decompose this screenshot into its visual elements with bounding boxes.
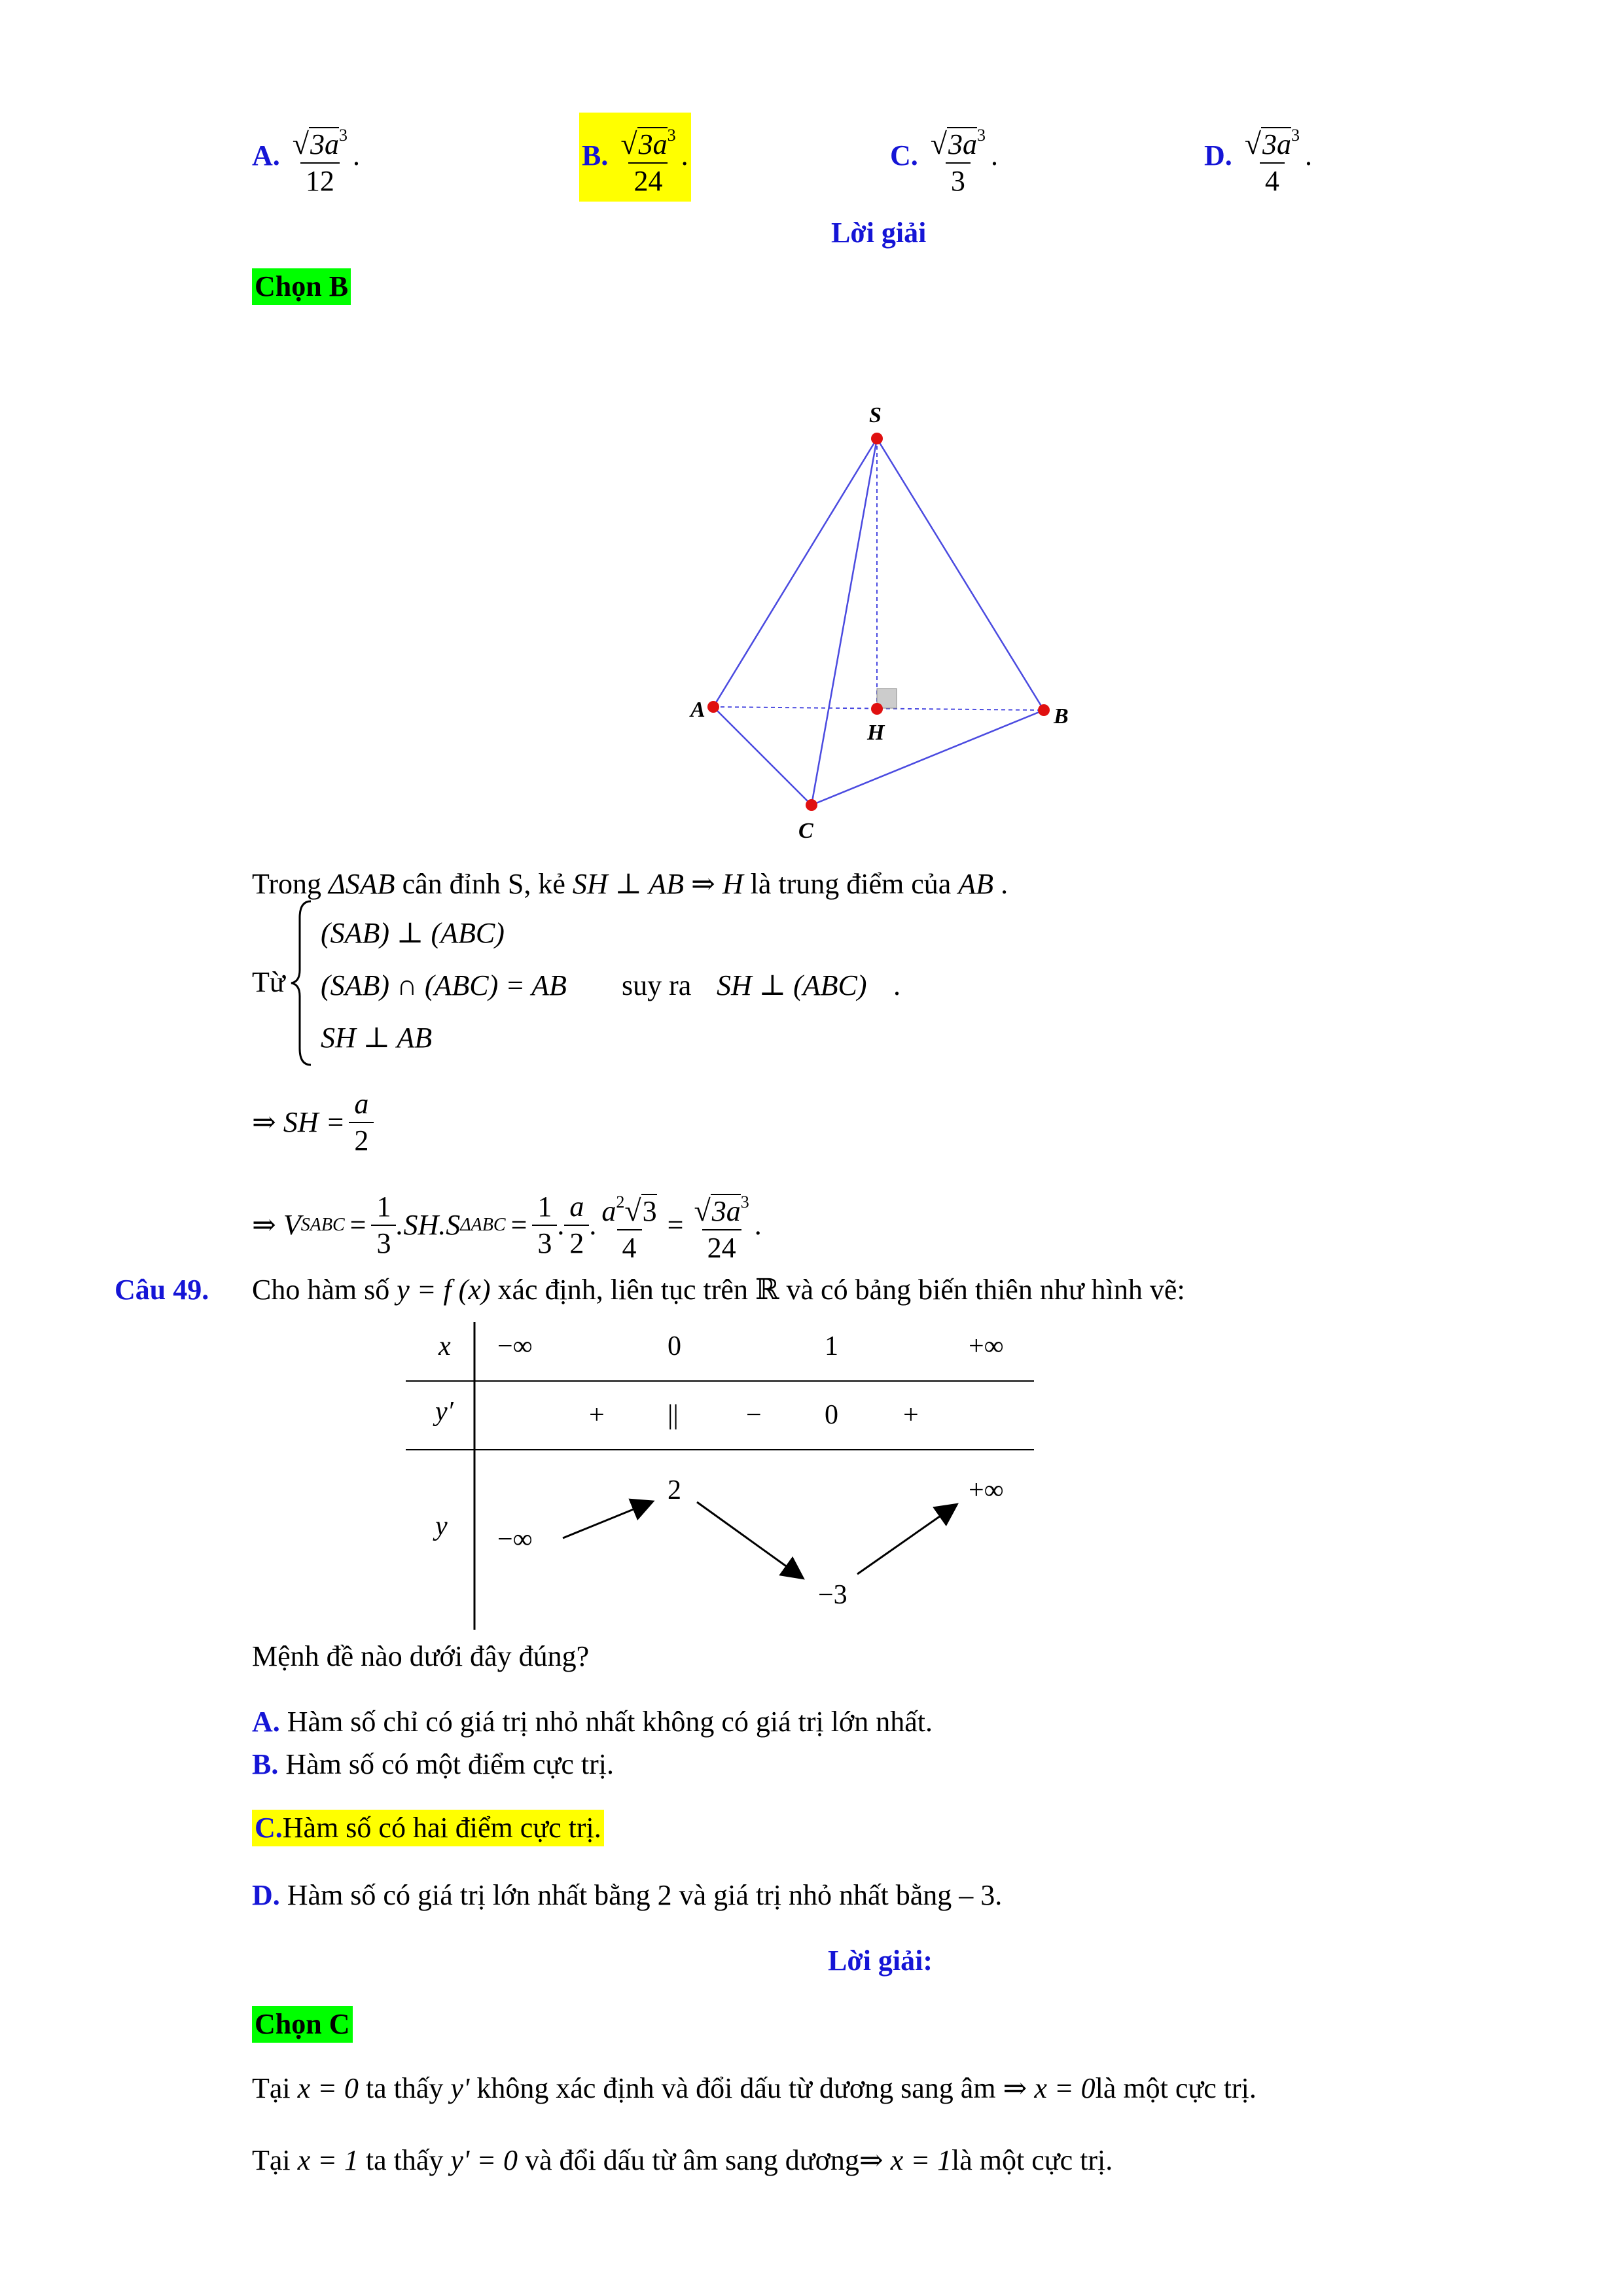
sh-fraction bbox=[349, 1086, 374, 1158]
answer-a-exponent: 3 bbox=[339, 126, 348, 145]
volume-frac-1 bbox=[371, 1189, 396, 1261]
answer-a-fraction: $\frac{√3a^3}{12}$ bbox=[287, 118, 353, 199]
answer-d-denominator: 4 bbox=[1260, 162, 1285, 199]
answer-c bbox=[890, 118, 998, 199]
s2l1-implies: ⇒ x = 0 bbox=[1003, 2072, 1096, 2104]
s2l1-e: không xác định và đổi dấu từ dương sang âm bbox=[469, 2072, 1003, 2104]
yp-sign-plus-2: + bbox=[903, 1400, 919, 1430]
sh-lhs: ⇒ SH = bbox=[252, 1106, 346, 1138]
volume-eq3: = bbox=[667, 1209, 684, 1241]
frac5-num: 3a bbox=[711, 1195, 741, 1227]
variation-table bbox=[393, 1309, 1047, 1636]
yp-sign-plus-1: + bbox=[589, 1400, 605, 1430]
x-value-pos-inf: +∞ bbox=[969, 1331, 1004, 1361]
sh-equation bbox=[252, 1086, 374, 1158]
s2l2-implies: ⇒ x = 1 bbox=[859, 2144, 952, 2176]
y-value-pos-inf: +∞ bbox=[969, 1475, 1004, 1505]
question-prompt: Mệnh đề nào dưới đây đúng? bbox=[252, 1640, 590, 1672]
volume-eq1: = bbox=[349, 1209, 366, 1241]
solution2-line-2 bbox=[252, 2144, 1113, 2178]
question-number: Câu 49. bbox=[115, 1274, 209, 1306]
answer-d bbox=[1204, 118, 1312, 199]
option-a-text: Hàm số chỉ có giá trị nhỏ nhất không có giá trị lớn nhất. bbox=[279, 1706, 933, 1738]
answer-a-denominator: 12 bbox=[300, 162, 340, 199]
point-a bbox=[707, 701, 719, 713]
answer-c-numerator: 3a bbox=[948, 128, 978, 160]
text-dot: . bbox=[993, 868, 1008, 900]
s2l2-e: và đổi dấu từ âm sang dương bbox=[518, 2144, 859, 2176]
answer-b bbox=[579, 113, 691, 202]
s2l1-x-eq-0: x = 0 bbox=[297, 2072, 359, 2104]
s2l1-a: Tại bbox=[252, 2072, 298, 2104]
x-value-0: 0 bbox=[668, 1331, 681, 1361]
q-function: y = f (x) bbox=[397, 1274, 491, 1306]
volume-frac-5: $\frac{√3a^3}{24}$ bbox=[688, 1185, 754, 1266]
y-value-min-neg3: −3 bbox=[818, 1580, 847, 1610]
s2l1-c: ta thấy bbox=[358, 2072, 451, 2104]
answer-c-exponent: 3 bbox=[977, 126, 986, 145]
answer-a bbox=[252, 118, 360, 199]
label-h: H bbox=[867, 721, 885, 745]
s2l1-yprime: y' bbox=[450, 2072, 470, 2104]
answer-c-label: C. bbox=[890, 139, 918, 172]
answer-c-dot: . bbox=[991, 139, 999, 172]
answer-c-denominator: 3 bbox=[946, 162, 971, 199]
volume-eq2: = bbox=[510, 1209, 527, 1241]
arrow-decreasing bbox=[697, 1502, 802, 1577]
answer-a-dot: . bbox=[353, 139, 361, 172]
option-d-label: D. bbox=[252, 1879, 280, 1911]
answer-d-exponent: 3 bbox=[1291, 126, 1300, 145]
option-a-label: A. bbox=[252, 1706, 280, 1738]
edge-sb bbox=[877, 439, 1044, 710]
math-triangle-sab: ΔSAB bbox=[328, 868, 395, 900]
frac4-num-sup: 2 bbox=[616, 1193, 625, 1211]
y-value-neg-inf: −∞ bbox=[497, 1524, 533, 1554]
q-text-c: xác định, liên tục trên bbox=[490, 1274, 755, 1306]
point-c bbox=[806, 799, 817, 811]
chosen-answer: Chọn B bbox=[252, 268, 351, 305]
answer-d-numerator: 3a bbox=[1262, 128, 1292, 160]
volume-frac-2 bbox=[532, 1189, 557, 1261]
s2l2-x-eq-1: x = 1 bbox=[297, 2144, 359, 2176]
table-y-label: y bbox=[435, 1511, 448, 1541]
volume-end-dot: . bbox=[754, 1209, 762, 1241]
system-line-3: SH ⊥ AB bbox=[321, 1022, 433, 1054]
label-b: B bbox=[1054, 704, 1069, 728]
text-trung-diem: là trung điểm của bbox=[743, 868, 959, 900]
system-line-1: (SAB) ⊥ (ABC) bbox=[321, 917, 505, 949]
answer-b-dot: . bbox=[681, 139, 688, 172]
point-s bbox=[871, 433, 883, 444]
option-b bbox=[252, 1748, 614, 1782]
y-value-max-2: 2 bbox=[668, 1475, 681, 1505]
answer-d-label: D. bbox=[1204, 139, 1232, 172]
label-c: C bbox=[798, 819, 813, 843]
option-c bbox=[252, 1810, 604, 1846]
solution2-heading: Lời giải: bbox=[828, 1945, 933, 1977]
option-d-text: Hàm số có giá trị lớn nhất bằng 2 và giá trị nhỏ nhất bằng – 3. bbox=[279, 1879, 1003, 1911]
answer-b-denominator: 24 bbox=[628, 162, 668, 199]
volume-s-subscript: ΔABC bbox=[460, 1215, 506, 1235]
answer-b-label: B. bbox=[582, 139, 609, 172]
answer-a-numerator: 3a bbox=[310, 128, 340, 160]
sh-numerator: a bbox=[354, 1088, 369, 1120]
frac3-den: 2 bbox=[564, 1225, 589, 1261]
answer-b-exponent: 3 bbox=[667, 126, 676, 145]
frac4-num-sqrt: 3 bbox=[642, 1195, 657, 1227]
arrow-increasing-2 bbox=[857, 1505, 955, 1574]
option-a bbox=[252, 1705, 933, 1739]
math-sh-perp-ab: SH ⊥ AB ⇒ H bbox=[572, 868, 743, 900]
answer-d-dot: . bbox=[1305, 139, 1313, 172]
frac4-den: 4 bbox=[617, 1229, 642, 1266]
option-b-label: B. bbox=[252, 1748, 279, 1780]
table-x-label: x bbox=[438, 1331, 451, 1361]
yp-undefined-mark: || bbox=[668, 1400, 679, 1430]
text-suy-ra: suy ra bbox=[622, 969, 692, 1001]
answer-d-fraction: $\frac{√3a^3}{4}$ bbox=[1240, 118, 1305, 199]
s2l2-c: ta thấy bbox=[358, 2144, 451, 2176]
s2l2-a: Tại bbox=[252, 2144, 298, 2176]
yp-zero: 0 bbox=[825, 1400, 838, 1430]
sh-denominator: 2 bbox=[349, 1122, 374, 1158]
text-trong: Trong bbox=[252, 868, 329, 900]
x-value-neg-inf: −∞ bbox=[497, 1331, 533, 1361]
solution2-choice: Chọn C bbox=[252, 2006, 353, 2043]
s2l2-g: là một cực trị. bbox=[952, 2144, 1113, 2176]
conclusion-dot: . bbox=[893, 969, 901, 1001]
answer-b-numerator: 3a bbox=[638, 128, 668, 160]
conclusion-sh-perp-abc: SH ⊥ (ABC) bbox=[717, 969, 867, 1001]
frac2-num: 1 bbox=[537, 1191, 552, 1223]
q-text-a: Cho hàm số bbox=[252, 1274, 397, 1306]
frac3-num: a bbox=[569, 1191, 584, 1223]
edge-cb bbox=[812, 710, 1044, 805]
q-text-e: và có bảng biến thiên như hình vẽ: bbox=[779, 1274, 1185, 1306]
option-c-text: Hàm số có hai điểm cực trị. bbox=[282, 1812, 601, 1844]
frac1-den: 3 bbox=[371, 1225, 396, 1261]
x-value-1: 1 bbox=[825, 1331, 838, 1361]
s2l2-yprime-zero: y' = 0 bbox=[450, 2144, 518, 2176]
question-text bbox=[252, 1273, 1185, 1307]
q-real-set: ℝ bbox=[755, 1274, 779, 1306]
frac1-num: 1 bbox=[376, 1191, 391, 1223]
frac5-sup: 3 bbox=[740, 1193, 749, 1211]
answer-c-fraction: $\frac{√3a^3}{3}$ bbox=[925, 118, 991, 199]
frac5-den: 24 bbox=[702, 1229, 741, 1266]
frac2-den: 3 bbox=[532, 1225, 557, 1261]
arrow-increasing-1 bbox=[563, 1502, 651, 1538]
volume-sh-s: .SH.S bbox=[396, 1209, 461, 1241]
volume-subscript: SABC bbox=[300, 1215, 345, 1235]
table-yp-label: y′ bbox=[435, 1397, 454, 1427]
yp-sign-minus: − bbox=[746, 1400, 762, 1430]
point-b bbox=[1038, 704, 1050, 716]
label-s: S bbox=[869, 403, 882, 427]
pyramid-figure bbox=[654, 393, 1113, 851]
option-d bbox=[252, 1878, 1002, 1912]
point-h bbox=[871, 703, 883, 715]
system-brace bbox=[288, 898, 314, 1068]
solution-line-1 bbox=[252, 867, 1008, 901]
option-b-text: Hàm số có một điểm cực trị. bbox=[278, 1748, 614, 1780]
text-can-dinh: cân đỉnh S, kẻ bbox=[395, 868, 573, 900]
answer-a-label: A. bbox=[252, 139, 280, 172]
s2l1-g: là một cực trị. bbox=[1095, 2072, 1257, 2104]
answer-b-fraction: $\frac{√3a^3}{24}$ bbox=[615, 118, 681, 199]
math-ab: AB bbox=[958, 868, 994, 900]
label-a: A bbox=[690, 698, 705, 722]
system-line-2: (SAB) ∩ (ABC) = AB bbox=[321, 969, 567, 1001]
volume-frac-4: $\frac{a^2√3}{4}$ bbox=[596, 1185, 662, 1266]
option-c-label: C. bbox=[255, 1812, 283, 1844]
text-tu: Từ bbox=[252, 966, 285, 998]
volume-frac-3 bbox=[564, 1189, 589, 1261]
frac4-num-a: a bbox=[601, 1195, 616, 1227]
solution2-line-1 bbox=[252, 2072, 1257, 2106]
edge-ac bbox=[713, 707, 812, 805]
volume-lhs: ⇒ V bbox=[252, 1209, 301, 1241]
volume-equation: ⇒ V SABC = $\frac{1}{3}$ .SH.S ΔABC = $\frac{1}{3}$ . $\frac{a}{2}$ . $\frac{a^2√3}{4}$ = $\frac{√3a^3}{24}$ . bbox=[252, 1185, 762, 1266]
solution-heading: Lời giải bbox=[831, 217, 927, 249]
